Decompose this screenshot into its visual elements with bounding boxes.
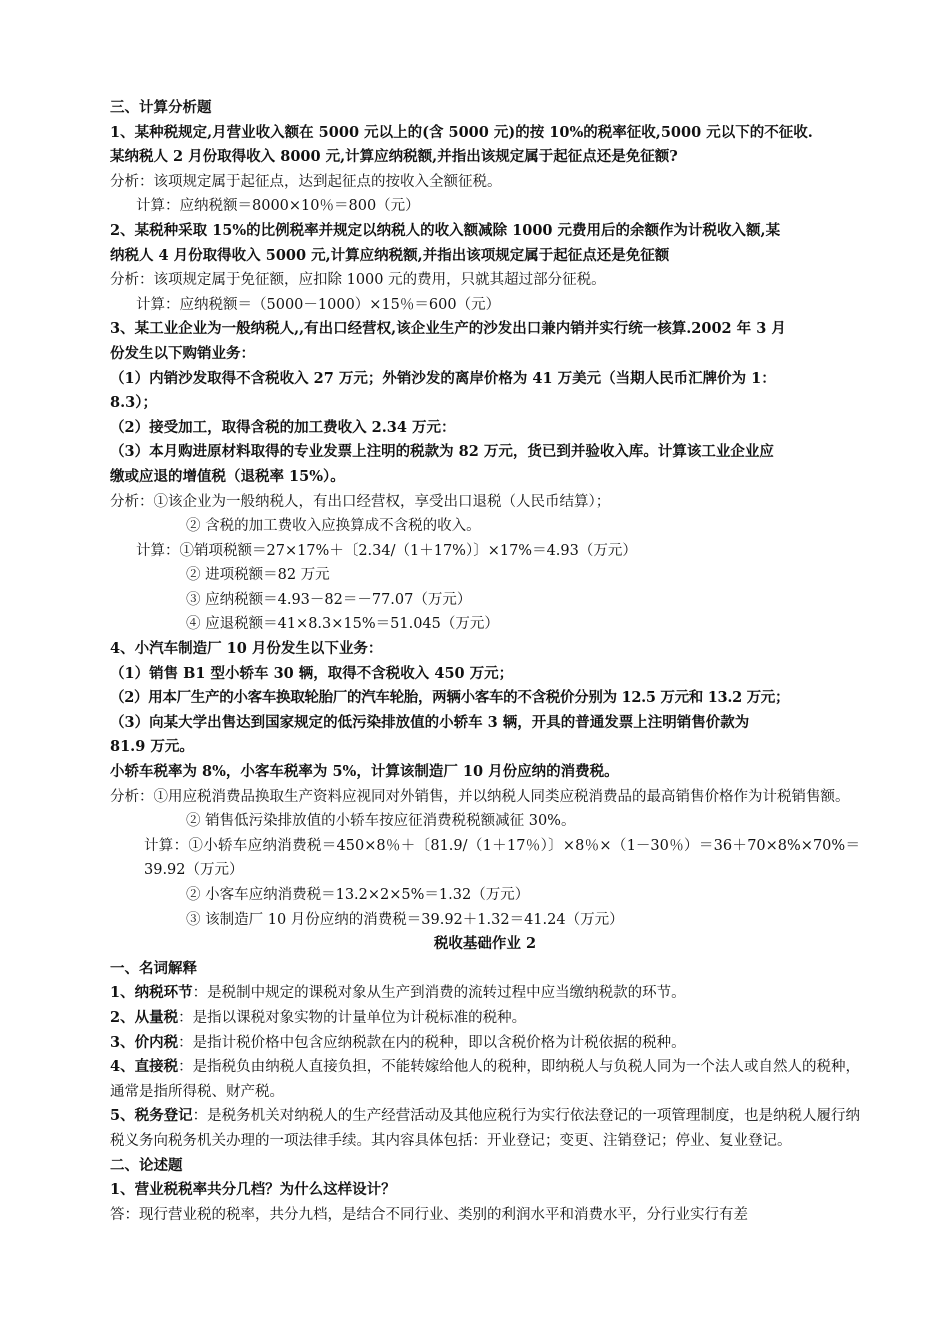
term-definition: ：是指计税价格中包含应纳税款在内的税种，即以含税价格为计税依据的税种。 (178, 1034, 686, 1051)
question-1-calc: 计算：应纳税额＝8000×10％＝800（元） (136, 198, 420, 215)
question-3-item-3a: （3）本月购进原材料取得的专业发票上注明的税款为 82 万元，货已到并验收入库。计算该工业企业应 (110, 443, 774, 461)
question-4-rates: 小轿车税率为 8%，小客车税率为 5%，计算该制造厂 10 月份应纳的消费税。 (110, 763, 619, 781)
term-label: 2、从量税 (110, 1008, 179, 1026)
question-4-line-1: 4、小汽车制造厂 10 月份发生以下业务： (110, 640, 383, 658)
term-item (110, 1104, 860, 1153)
question-1-line-2: 某纳税人 2 月份取得收入 8000 元,计算应纳税额,并指出该规定属于起征点还是免征额? (110, 148, 678, 166)
question-3-item-2: （2）接受加工，取得含税的加工费收入 2.34 万元： (110, 418, 456, 436)
question-4-item-1: （1）销售 B1 型小轿车 30 辆，取得不含税收入 450 万元； (110, 664, 514, 682)
term-label: 3、价内税 (110, 1033, 179, 1051)
question-4-calc-3: ③ 该制造厂 10 月份应纳的消费税＝39.92＋1.32＝41.24（万元） (186, 911, 624, 928)
term-label: 4、直接税 (110, 1058, 179, 1076)
question-2-line-2: 纳税人 4 月份取得收入 5000 元,计算应纳税额,并指出该项规定属于起征点还是免征额 (110, 246, 670, 264)
essay-answer-1: 答：现行营业税的税率，共分九档，是结合不同行业、类别的利润水平和消费水平，分行业实行有差 (110, 1206, 748, 1223)
term-label: 5、税务登记 (110, 1107, 193, 1125)
question-3-calc-2: ② 进项税额＝82 万元 (186, 567, 330, 584)
term-item (110, 981, 860, 1006)
question-3-calc-4: ④ 应退税额＝41×8.3×15%＝51.045（万元） (186, 616, 499, 633)
terms-heading: 一、名词解释 (110, 959, 197, 977)
term-definition: ：是指税负由纳税人直接负担，不能转嫁给他人的税种，即纳税人与负税人同为一个法人或自然人的税种，通常是指所得税、财产税。 (110, 1059, 861, 1100)
question-4-analysis-2: ② 销售低污染排放值的小轿车按应征消费税税额减征 30%。 (186, 813, 576, 830)
question-4-item-2: （2）用本厂生产的小客车换取轮胎厂的汽车轮胎，两辆小客车的不含税价分别为 12.5 万元和 13.2 万元； (110, 689, 790, 707)
term-item (110, 1055, 860, 1104)
question-3-item-3b: 缴或应退的增值税（退税率 15%）。 (110, 467, 345, 485)
question-3-item-1a: （1）内销沙发取得不含税收入 27 万元；外销沙发的离岸价格为 41 万美元（当期人民币汇牌价为 1： (110, 369, 776, 387)
question-4-item-3b: 81.9 万元。 (110, 738, 194, 756)
question-3-calc-1: 计算：①销项税额＝27×17%＋〔2.34/（1＋17%）〕×17%＝4.93（万元） (136, 542, 637, 559)
question-1-line-1: 1、某种税规定,月营业收入额在 5000 元以上的(含 5000 元)的按 10%的税率征收,5000 元以下的不征收. (110, 123, 813, 141)
term-definition: ：是税制中规定的课税对象从生产到消费的流转过程中应当缴纳税款的环节。 (192, 985, 686, 1002)
question-3-line-2: 份发生以下购销业务： (110, 344, 255, 362)
question-4-item-3a: （3）向某大学出售达到国家规定的低污染排放值的小轿车 3 辆，开具的普通发票上注明销售价款为 (110, 713, 750, 731)
term-definition: ：是税务机关对纳税人的生产经营活动及其他应税行为实行依法登记的一项管理制度，也是纳税人履行纳税义务向税务机关办理的一项法律手续。其内容具体包括：开业登记；变更、注销登记；停业、复业登记。 (110, 1108, 860, 1149)
question-3-item-1b: 8.3）； (110, 394, 157, 412)
question-3-analysis-1: 分析：①该企业为一般纳税人，有出口经营权，享受出口退税（人民币结算）； (110, 493, 611, 510)
section-heading: 三、计算分析题 (110, 99, 212, 116)
term-label: 1、纳税环节 (110, 984, 193, 1002)
question-2-calc: 计算：应纳税额＝（5000－1000）×15％＝600（元） (136, 296, 501, 313)
term-item (110, 1006, 860, 1031)
question-4-calc-1: 计算：①小轿车应纳消费税＝450×8％＋〔81.9/（1＋17％）〕×8％×（1－30％）＝36＋70×8%×70%＝39.92（万元） (144, 837, 860, 879)
question-4-calc-2: ② 小客车应纳消费税＝13.2×2×5%＝1.32（万元） (186, 887, 530, 903)
document-body (110, 96, 860, 1227)
homework-title: 税收基础作业 2 (433, 935, 537, 953)
question-3-calc-3: ③ 应纳税额＝4.93－82＝－77.07（万元） (186, 591, 472, 608)
question-2-line-1: 2、某税种采取 15%的比例税率并规定以纳税人的收入额减除 1000 元费用后的余额作为计税收入额,某 (110, 221, 781, 239)
question-4-analysis-1: 分析：①用应税消费品换取生产资料应视同对外销售，并以纳税人同类应税消费品的最高销售价格作为计税销售额。 (110, 788, 850, 805)
question-1-analysis: 分析：该项规定属于起征点，达到起征点的按收入全额征税。 (110, 173, 502, 190)
question-3-line-1: 3、某工业企业为一般纳税人,,有出口经营权,该企业生产的沙发出口兼内销并实行统一核算.2002 年 3 月 (110, 320, 786, 338)
question-3-analysis-2: ② 含税的加工费收入应换算成不含税的收入。 (186, 518, 481, 535)
essay-heading: 二、论述题 (110, 1156, 183, 1174)
essay-question-1: 1、营业税税率共分几档？为什么这样设计？ (110, 1181, 396, 1199)
question-2-analysis: 分析：该项规定属于免征额，应扣除 1000 元的费用，只就其超过部分征税。 (110, 272, 606, 289)
term-definition: ：是指以课税对象实物的计量单位为计税标准的税种。 (178, 1009, 527, 1026)
term-item (110, 1031, 860, 1056)
